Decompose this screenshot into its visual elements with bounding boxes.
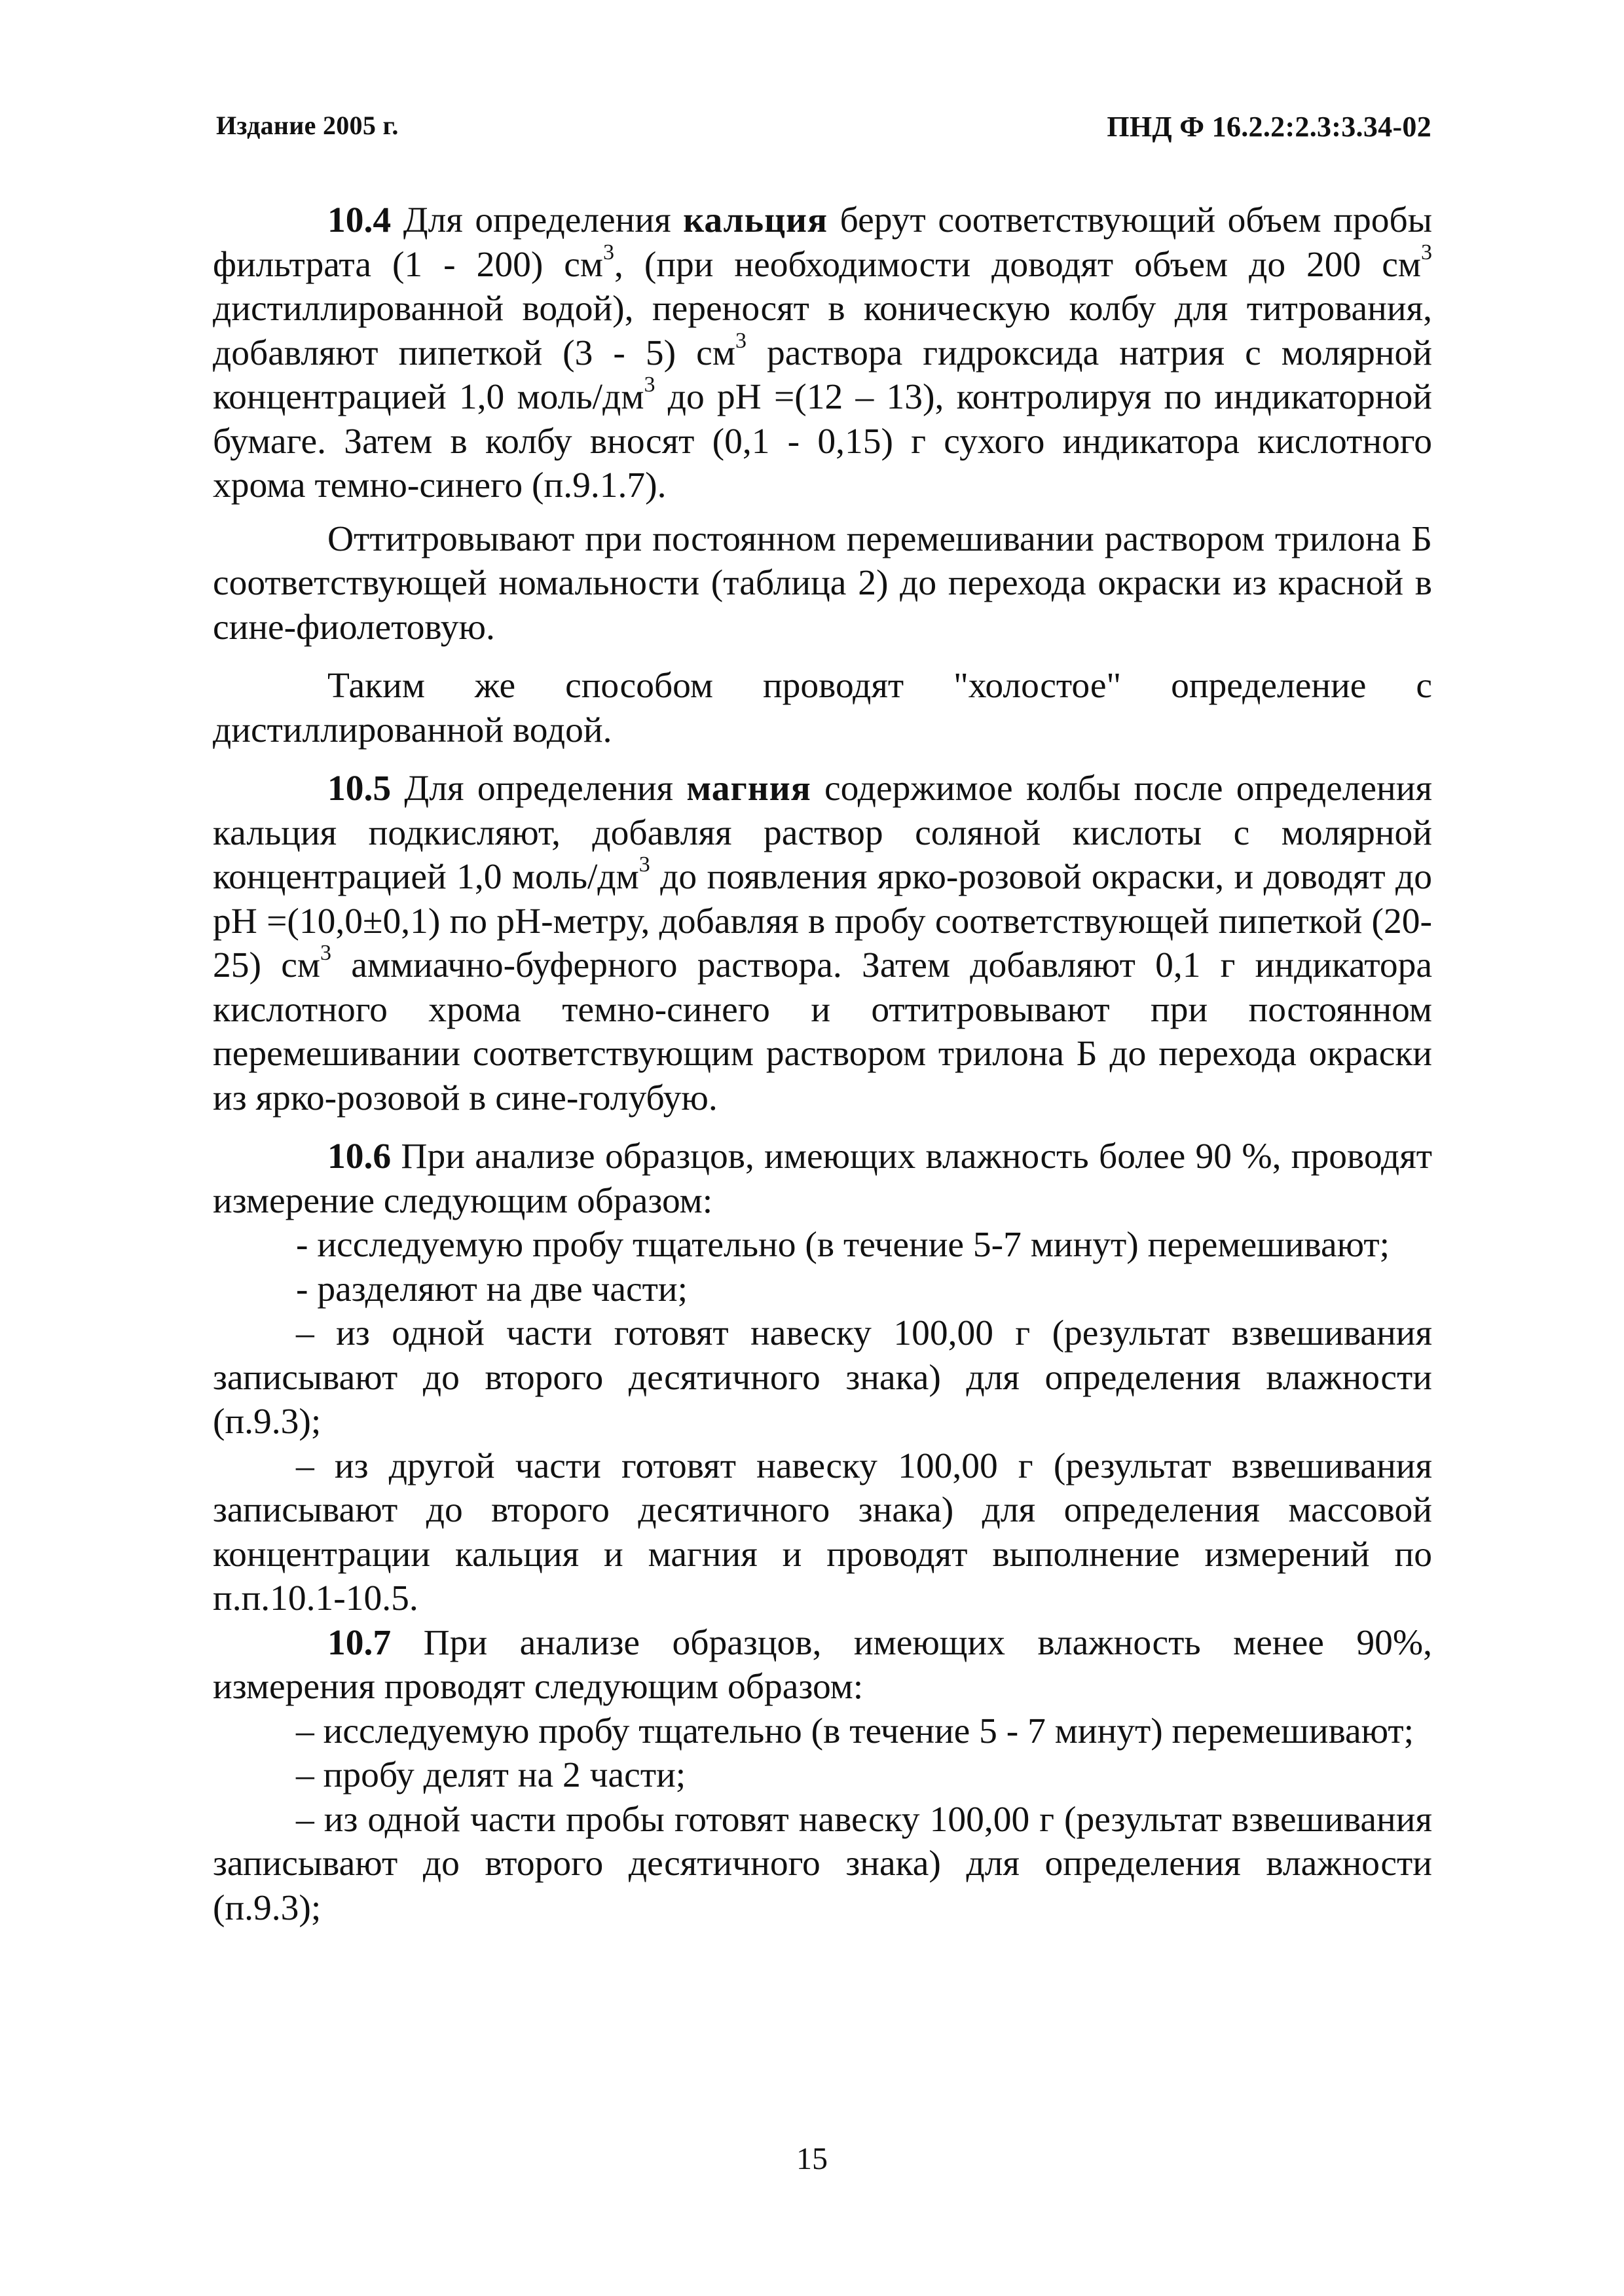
section-number-10-5: 10.5 [327,769,392,809]
page-number: 15 [796,2141,828,2176]
superscript: 3 [320,941,331,965]
section-number-10-7: 10.7 [327,1622,392,1663]
document-code: ПНД Ф 16.2.2:2.3:3.34-02 [1107,111,1431,143]
list-item: – из одной части пробы готовят навеску 100,00 г (результат взвешивания записывают до второго десятичного знака) для определения влажности (п.9.3); [213,1799,1432,1928]
superscript: 3 [644,373,655,397]
section-number-10-4: 10.4 [327,200,392,240]
keyword-calcium: кальция [683,200,828,240]
list-item: – из другой части готовят навеску 100,00 г (результат взвешивания записывают до второго десятичного знака) для определения массовой концентрации кальция и магния и проводят выполнение измерений по п.п.10.1-10.5. [213,1446,1432,1618]
list-item: - разделяют на две части; [296,1269,688,1309]
paragraph-10-7: 10.7 При анализе образцов, имеющих влажность менее 90%, измерения проводят следующим образом: [213,1622,1432,1707]
paragraph-10-4: 10.4 Для определения кальция берут соответствующий объем пробы фильтрата (1 - 200) $см^3$, (при необходимости доводят объем до 200 $см^3$ дистиллированной водой), переносят в коническую колбу для титрования, добавляют пипеткой (3 - 5) $см^3$ раствора гидроксида натрия с молярной концентрацией 1,0 моль/$дм^3$ до pH =(12 – 13), контролируя по индикаторной бумаге. Затем в колбу вносят (0,1 - 0,15) г сухого индикатора кислотного хрома темно-синего (п.9.1.7). [213,200,1432,505]
superscript: 3 [638,852,650,877]
edition-label: Издание 2005 г. [216,111,399,140]
superscript: 3 [1421,240,1432,264]
paragraph-blank: Таким же способом проводят "холостое" определение с дистиллированной водой. [213,666,1432,750]
list-item: – пробу делят на 2 части; [296,1755,686,1795]
paragraph-10-6: 10.6 При анализе образцов, имеющих влажность более 90 %, проводят измерение следующим образом: [213,1137,1432,1221]
superscript: 3 [603,240,615,264]
superscript: 3 [735,328,747,353]
keyword-magnesium: магния [686,769,811,809]
list-item: – из одной части готовят навеску 100,00 г (результат взвешивания записывают до второго десятичного знака) для определения влажности (п.9.3); [213,1313,1432,1442]
paragraph-10-5: 10.5 Для определения магния содержимое колбы после определения кальция подкисляют, добавляя раствор соляной кислоты с молярной концентрацией 1,0 моль/$дм^3$ до появления ярко-розовой окраски, и доводят до pH =(10,0±0,1) по pH-метру, добавляя в пробу соответствующей пипеткой (20-25) $см^3$ аммиачно-буферного раствора. Затем добавляют 0,1 г индикатора кислотного хрома темно-синего и оттитровывают при постоянном перемешивании соответствующим раствором трилона Б до перехода окраски из ярко-розовой в сине-голубую. [213,769,1432,1118]
paragraph-titration: Оттитровывают при постоянном перемешивании раствором трилона Б соответствующей номальности (таблица 2) до перехода окраски из красной в сине-фиолетовую. [213,519,1432,647]
section-number-10-6: 10.6 [327,1137,392,1176]
list-item: - исследуемую пробу тщательно (в течение 5-7 минут) перемешивают; [296,1225,1390,1265]
list-item: – исследуемую пробу тщательно (в течение 5 - 7 минут) перемешивают; [296,1711,1414,1751]
page-header [216,110,1431,149]
document-body [213,198,1432,1930]
